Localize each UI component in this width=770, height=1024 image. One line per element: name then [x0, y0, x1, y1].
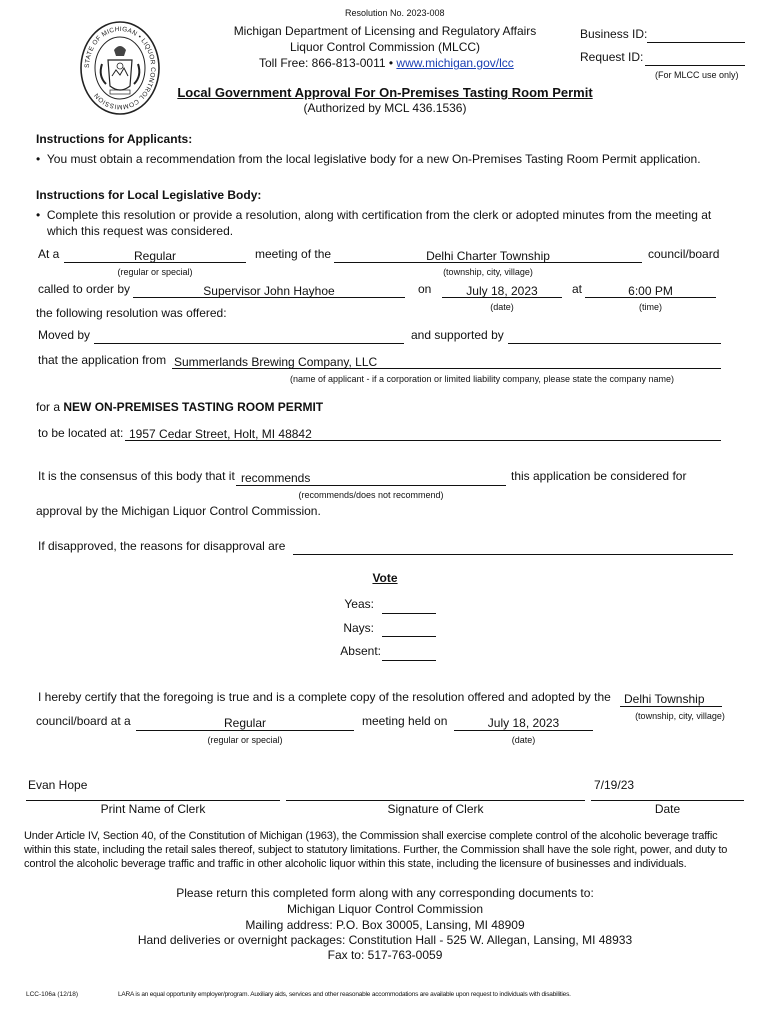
- return-text-4: Hand deliveries or overnight packages: Constitution Hall - 525 W. Allegan, Lansing, MI 48933: [137, 933, 633, 947]
- certify-meeting-type-field[interactable]: Regular: [223, 716, 267, 730]
- meeting-held-label: meeting held on: [362, 714, 448, 728]
- permit-type: NEW ON-PREMISES TASTING ROOM PERMIT: [63, 400, 324, 414]
- called-by-field[interactable]: Supervisor John Hayhoe: [203, 284, 335, 298]
- legal-text-3: control the alcoholic beverage traffic and traffic in other alcoholic liquor within this state, including the licensure of businesses and individuals.: [24, 858, 687, 870]
- resolution-number: Resolution No. 2023-008: [345, 8, 445, 18]
- body-instructions-item: • Complete this resolution or provide a resolution, along with certification from the clerk or adopted minutes from the meeting at: [36, 208, 712, 222]
- certify-date-caption: (date): [511, 735, 536, 745]
- moved-by-label: Moved by: [38, 328, 91, 342]
- mlcc-use-note: (For MLCC use only): [655, 70, 739, 80]
- form-subtitle: (Authorized by MCL 436.1536): [303, 101, 467, 115]
- applicant-instructions-heading: Instructions for Applicants:: [36, 132, 193, 146]
- legal-text-1: Under Article IV, Section 40, of the Constitution of Michigan (1963), the Commission shall exercise complete control of the alcoholic beverage traffic: [24, 830, 718, 842]
- form-number: LCC-106a (12/18): [26, 991, 79, 998]
- resolution-offered-text: the following resolution was offered:: [36, 306, 227, 320]
- agency-name: Michigan Department of Licensing and Regulatory Affairs: [233, 24, 537, 38]
- disapproval-label: If disapproved, the reasons for disapproval are: [38, 539, 286, 553]
- business-id-label: Business ID:: [580, 27, 648, 41]
- supported-by-field[interactable]: [508, 343, 721, 344]
- commission-name: Liquor Control Commission (MLCC): [289, 40, 481, 54]
- certify-date-line: [454, 730, 593, 731]
- clerk-name-line: [26, 800, 280, 801]
- recommendation-caption: (recommends/does not recommend): [298, 490, 444, 500]
- recommendation-line: [236, 485, 506, 486]
- return-text-2: Michigan Liquor Control Commission: [286, 902, 484, 916]
- clerk-name-field[interactable]: Evan Hope: [28, 778, 88, 792]
- at-a-label: At a: [38, 247, 60, 261]
- eeo-statement: LARA is an equal opportunity employer/program. Auxiliary aids, services and other reasonable accommodations are available upon request to individuals with disabilities.: [118, 991, 571, 998]
- print-name-label: Print Name of Clerk: [100, 802, 206, 816]
- for-a-label: for a: [36, 400, 61, 414]
- body-instructions-text-2: which this request was considered.: [47, 224, 234, 238]
- signature-label: Signature of Clerk: [387, 802, 484, 816]
- address-field[interactable]: 1957 Cedar Street, Holt, MI 48842: [129, 427, 312, 441]
- meeting-type-caption: (regular or special): [117, 267, 193, 277]
- absent-label: Absent:: [340, 644, 381, 658]
- date-caption: (date): [490, 302, 514, 312]
- contact-line: [259, 56, 514, 70]
- body-instructions-text-1: Complete this resolution or provide a resolution, along with certification from the clerk or adopted minutes from the meeting at: [46, 208, 712, 222]
- yeas-label: Yeas:: [344, 597, 374, 611]
- vote-heading: Vote: [372, 571, 398, 585]
- called-to-order-label: called to order by: [38, 282, 131, 296]
- business-id-field[interactable]: [647, 42, 745, 43]
- certify-township-caption: (township, city, village): [635, 711, 725, 721]
- applicant-caption: (name of applicant - if a corporation or limited liability company, please state the company name): [289, 374, 675, 384]
- certify-meeting-type-caption: (regular or special): [207, 735, 283, 745]
- application-from-label: that the application from: [38, 353, 167, 367]
- permit-type-line: [36, 400, 323, 414]
- certify-township-line: [620, 706, 722, 707]
- date-label: Date: [654, 802, 681, 816]
- moved-by-field[interactable]: [94, 343, 404, 344]
- meeting-of-label: meeting of the: [255, 247, 332, 261]
- certify-text: I hereby certify that the foregoing is true and is a complete copy of the resolution offered and adopted by the: [38, 690, 611, 704]
- recommendation-field[interactable]: recommends: [241, 471, 311, 485]
- consensus-label: It is the consensus of this body that it: [38, 469, 235, 483]
- located-at-label: to be located at:: [38, 426, 124, 440]
- yeas-field[interactable]: [382, 613, 436, 614]
- legal-text-2: within this state, including the retail sales thereof, subject to statutory limitations. Further, the Commission shall have the sole right, power, and duty to: [24, 844, 728, 856]
- nays-label: Nays:: [343, 621, 374, 635]
- supported-by-label: and supported by: [411, 328, 504, 342]
- absent-field[interactable]: [382, 660, 436, 661]
- council-at-label: council/board at a: [36, 714, 131, 728]
- form-title: Local Government Approval For On-Premises Tasting Room Permit: [177, 85, 593, 100]
- nays-field[interactable]: [382, 636, 436, 637]
- township-caption: (township, city, village): [443, 267, 533, 277]
- return-text-1: Please return this completed form along with any corresponding documents to:: [176, 886, 594, 900]
- certify-date-field[interactable]: July 18, 2023: [487, 716, 560, 730]
- body-instructions-heading: Instructions for Local Legislative Body:: [36, 188, 262, 202]
- meeting-date-field[interactable]: July 18, 2023: [466, 284, 538, 298]
- tollfree-text: Toll Free: 866-813-0011 •: [259, 56, 394, 70]
- sign-date-field[interactable]: 7/19/23: [594, 778, 635, 792]
- request-id-label: Request ID:: [580, 50, 644, 64]
- certify-township-field[interactable]: Delhi Township: [624, 692, 705, 706]
- applicant-instructions-text: You must obtain a recommendation from the local legislative body for a new On-Premises Tasting Room Permit application.: [46, 152, 701, 166]
- township-field[interactable]: Delhi Charter Township: [426, 249, 550, 263]
- council-board-label: council/board: [648, 247, 720, 261]
- return-text-5: Fax to: 517-763-0059: [327, 948, 443, 962]
- on-label: on: [418, 282, 432, 296]
- applicant-instructions-item: • You must obtain a recommendation from the local legislative body for a new On-Premises Tasting Room Permit application.: [36, 152, 701, 166]
- svg-text:STATE OF MICHIGAN • LIQUOR CON: STATE OF MICHIGAN • LIQUOR CONTROL COMMISSION: [83, 25, 157, 111]
- meeting-type-field[interactable]: Regular: [133, 249, 177, 263]
- request-id-field[interactable]: [645, 65, 745, 66]
- certify-meeting-type-line: [136, 730, 354, 731]
- applicant-field[interactable]: Summerlands Brewing Company, LLC: [174, 355, 378, 369]
- considered-for-label: this application be considered for: [511, 469, 687, 483]
- sign-date-line: [591, 800, 744, 801]
- website-link[interactable]: www.michigan.gov/lcc: [396, 56, 514, 70]
- at-label: at: [572, 282, 583, 296]
- return-text-3: Mailing address: P.O. Box 30005, Lansing, MI 48909: [245, 918, 525, 932]
- clerk-signature-field[interactable]: [286, 800, 585, 801]
- meeting-time-field[interactable]: 6:00 PM: [628, 284, 673, 298]
- approval-by-text: approval by the Michigan Liquor Control Commission.: [36, 504, 321, 518]
- disapproval-reasons-field[interactable]: [293, 554, 733, 555]
- time-caption: (time): [639, 302, 662, 312]
